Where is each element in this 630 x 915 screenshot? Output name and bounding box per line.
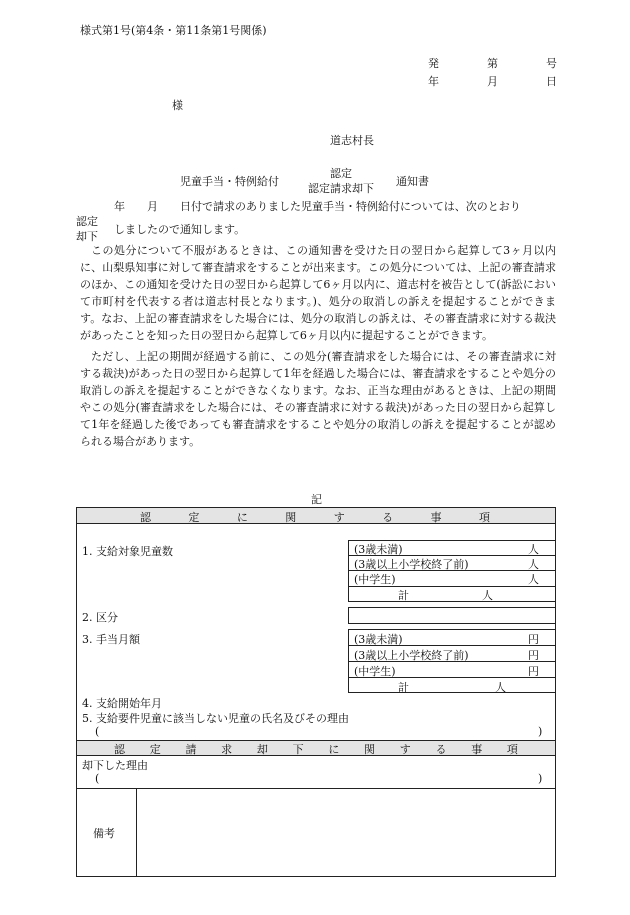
- addressee-suffix: 様: [172, 99, 183, 112]
- intro-year: 年: [114, 200, 125, 213]
- item1-row2-unit: 人: [528, 558, 539, 571]
- item3-row3-unit: 円: [528, 665, 539, 678]
- item3-row2-unit: 円: [528, 649, 539, 662]
- section2-char-5: 却: [256, 743, 268, 756]
- item3-row3-label: (中学生): [354, 665, 396, 678]
- title-option-1: 認定: [330, 167, 352, 180]
- intro-text-1: 日付で請求のありました児童手当・特例給付については、次のとおり: [180, 200, 521, 213]
- section2-char-10: る: [435, 743, 447, 756]
- intro-text-2: しましたので通知します。: [114, 223, 246, 236]
- issue-day: 日: [546, 75, 557, 88]
- item5-paren-close: ): [538, 725, 543, 738]
- section1-char-4: 関: [285, 511, 297, 524]
- section2-char-1: 認: [114, 743, 125, 756]
- item1-row2-label: (3歳以上小学校終了前): [354, 558, 469, 571]
- title-option-2: 認定請求却下: [308, 182, 374, 195]
- section2-char-4: 求: [221, 743, 233, 756]
- item2-box: [348, 607, 556, 624]
- section2-char-11: 事: [471, 743, 483, 756]
- section1-char-6: る: [382, 511, 394, 524]
- remarks-label: 備考: [93, 827, 115, 840]
- remarks-top-rule: [76, 788, 556, 789]
- section2-char-8: 関: [364, 743, 376, 756]
- item1-row3-unit: 人: [528, 573, 539, 586]
- reject-paren-open: (: [95, 772, 100, 785]
- notice-body: [80, 242, 556, 450]
- section2-char-6: 下: [292, 743, 304, 756]
- paragraph-2: ただし、上記の期間が経過する前に、この処分(審査請求をした場合には、その審査請求に対する裁決)があった日の翌日から起算して1年を経過した場合には、審査請求をすることや処分の取消しの訴えを提起することができなくなります。なお、正当な理由があるときは、上記の期間やこの処分(審査請求をした場合には、その審査請求に対する裁決)があった日の翌日から起算して1年を経過した後であっても審査請求をすることや処分の取消しの訴えを提起することが認められる場合があります。: [80, 350, 556, 448]
- section1-header: [140, 509, 490, 525]
- item4-label: 4. 支給開始年月: [82, 697, 162, 710]
- issue-dai: 第: [487, 57, 498, 70]
- item1-row1-label: (3歳未満): [354, 543, 403, 556]
- item5-paren-open: (: [95, 725, 100, 738]
- issue-hatsu: 発: [428, 57, 439, 70]
- section2-char-9: す: [399, 743, 411, 756]
- section2-char-3: 請: [185, 743, 197, 756]
- section1-char-1: 認: [140, 511, 151, 524]
- issue-year: 年: [428, 75, 439, 88]
- section2-header: [114, 741, 518, 757]
- issue-month: 月: [487, 75, 498, 88]
- item1-total-unit: 人: [482, 589, 493, 602]
- item3-row2-label: (3歳以上小学校終了前): [354, 649, 469, 662]
- section1-char-5: す: [333, 511, 345, 524]
- reject-paren-close: ): [538, 772, 543, 785]
- title-suffix: 通知書: [396, 175, 429, 188]
- issue-go: 号: [546, 57, 557, 70]
- form-id: 様式第1号(第4条・第11条第1号関係): [80, 24, 267, 37]
- title-prefix: 児童手当・特例給付: [180, 175, 279, 188]
- intro-option-2: 却下: [76, 230, 98, 243]
- ki-label: 記: [311, 493, 322, 506]
- section1-char-3: に: [236, 511, 248, 524]
- item3-row1-label: (3歳未満): [354, 633, 403, 646]
- section1-char-2: 定: [188, 511, 200, 524]
- item1-row1-unit: 人: [528, 543, 539, 556]
- item2-label: 2. 区分: [82, 611, 118, 624]
- remarks-divider: [136, 788, 137, 877]
- item1-label: 1. 支給対象児童数: [82, 545, 173, 558]
- intro-month: 月: [147, 200, 158, 213]
- item3-row1-unit: 円: [528, 633, 539, 646]
- item5-label: 5. 支給要件児童に該当しない児童の氏名及びその理由: [82, 712, 349, 725]
- paragraph-1: この処分について不服があるときは、この通知書を受けた日の翌日から起算して3ヶ月以内に、山梨県知事に対して審査請求をすることが出来ます。この処分については、上記の審査請求のほか、この通知を受けた日の翌日から起算して6ヶ月以内に、道志村を被告として(訴訟において市町村を代表する者は道志村長となります。)、処分の取消しの訴えを提起することができます。なお、上記の審査請求をした場合には、処分の取消しの訴えは、その審査請求に対する裁決があったことを知った日の翌日から起算して6ヶ月以内に提起することができます。: [80, 244, 556, 342]
- section1-char-7: 事: [430, 511, 442, 524]
- item3-label: 3. 手当月額: [82, 633, 140, 646]
- section2-char-7: に: [328, 743, 340, 756]
- item1-row3-label: (中学生): [354, 573, 396, 586]
- item3-total-label: 計: [398, 681, 409, 694]
- reject-reason-label: 却下した理由: [82, 759, 148, 772]
- item1-total-label: 計: [398, 589, 409, 602]
- issuer: 道志村長: [330, 134, 374, 147]
- section1-char-8: 項: [478, 511, 490, 524]
- section2-char-2: 定: [149, 743, 161, 756]
- item3-total-unit: 人: [495, 681, 506, 694]
- intro-option-1: 認定: [76, 215, 98, 228]
- section2-char-12: 項: [506, 743, 518, 756]
